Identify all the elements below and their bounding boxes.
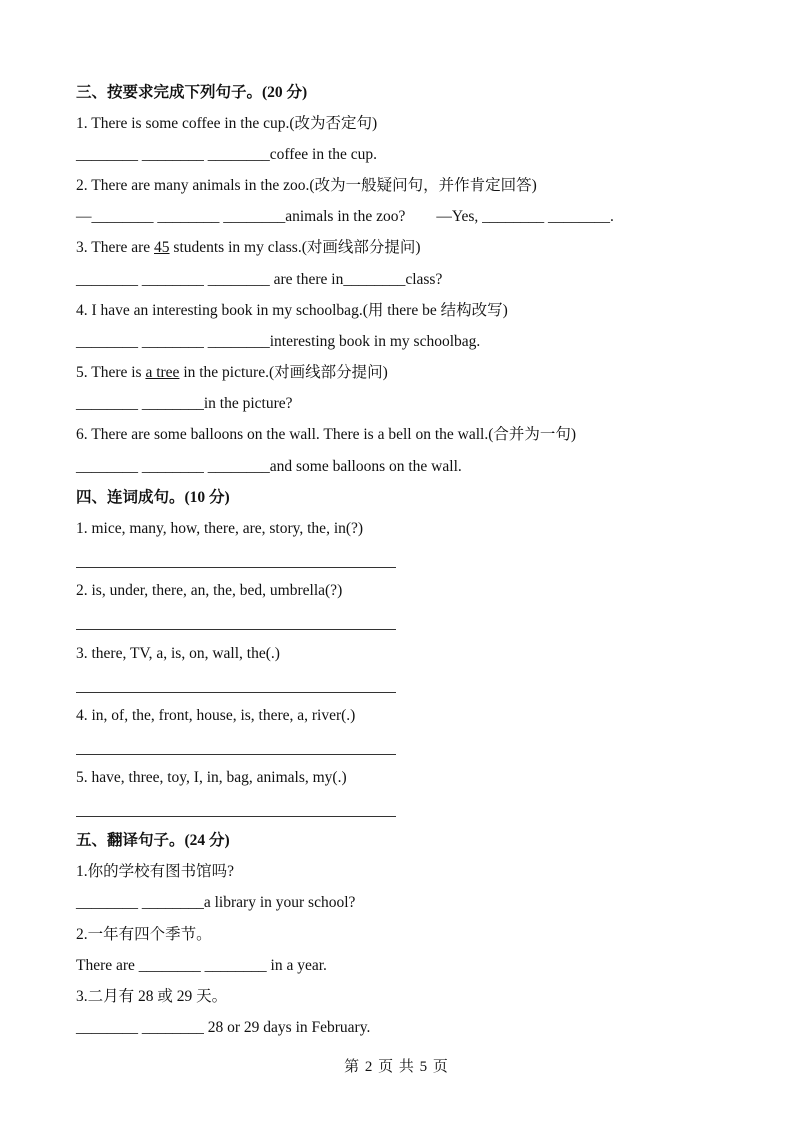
s4-answer-line-2 [76, 629, 396, 630]
s3-question-2: 2. There are many animals in the zoo.(改为一般疑问句，并作肯定回答) [76, 177, 537, 194]
s5-question-1: 1.你的学校有图书馆吗? [76, 863, 235, 880]
s3-q3-pre: 3. There are [76, 239, 155, 256]
s3-q5-underlined: a tree [145, 364, 180, 381]
s5-answer-2: There are ________ ________ in a year. [76, 957, 327, 974]
s3-q3-post: students in my class.(对画线部分提问) [169, 239, 421, 256]
s5-question-3: 3.二月有 28 或 29 天。 [76, 988, 228, 1005]
s4-question-2: 2. is, under, there, an, the, bed, umbrella(?) [76, 582, 343, 599]
s3-question-3 [76, 238, 421, 258]
s4-question-1: 1. mice, many, how, there, are, story, the, in(?) [76, 520, 364, 537]
s3-answer-4: ________ ________ ________interesting book in my schoolbag. [76, 333, 481, 350]
s3-q5-pre: 5. There is [76, 364, 146, 381]
s4-answer-line-5 [76, 816, 396, 817]
section-4-heading: 四、连词成句。(10 分) [76, 489, 230, 506]
s4-answer-line-1 [76, 567, 396, 568]
s4-question-5: 5. have, three, toy, I, in, bag, animals, my(.) [76, 769, 347, 786]
s4-question-4: 4. in, of, the, front, house, is, there, a, river(.) [76, 707, 356, 724]
s3-answer-3: ________ ________ ________ are there in________class? [76, 271, 443, 288]
section-5-heading: 五、翻译句子。(24 分) [76, 832, 230, 849]
s3-question-4: 4. I have an interesting book in my schoolbag.(用 there be 结构改写) [76, 302, 508, 319]
s5-answer-1: ________ ________a library in your school? [76, 894, 356, 911]
s5-answer-3: ________ ________ 28 or 29 days in February. [76, 1019, 371, 1036]
s4-answer-line-3 [76, 692, 396, 693]
section-3-heading: 三、按要求完成下列句子。(20 分) [76, 84, 308, 101]
s3-question-6: 6. There are some balloons on the wall. There is a bell on the wall.(合并为一句) [76, 426, 577, 443]
s4-question-3: 3. there, TV, a, is, on, wall, the(.) [76, 645, 280, 662]
s3-answer-5: ________ ________in the picture? [76, 395, 293, 412]
s3-answer-1: ________ ________ ________coffee in the cup. [76, 146, 378, 163]
page-footer: 第 2 页 共 5 页 [344, 1059, 449, 1075]
s3-answer-6: ________ ________ ________and some balloons on the wall. [76, 458, 462, 475]
s4-answer-line-4 [76, 754, 396, 755]
s3-question-1: 1. There is some coffee in the cup.(改为否定句) [76, 115, 378, 132]
s3-q3-underlined: 45 [154, 239, 170, 256]
s5-question-2: 2.一年有四个季节。 [76, 926, 212, 943]
s3-q5-post: in the picture.(对画线部分提问) [179, 364, 388, 381]
s3-question-5 [76, 363, 388, 383]
s3-answer-2: —________ ________ ________animals in the zoo? —Yes, ________ ________. [76, 208, 614, 225]
